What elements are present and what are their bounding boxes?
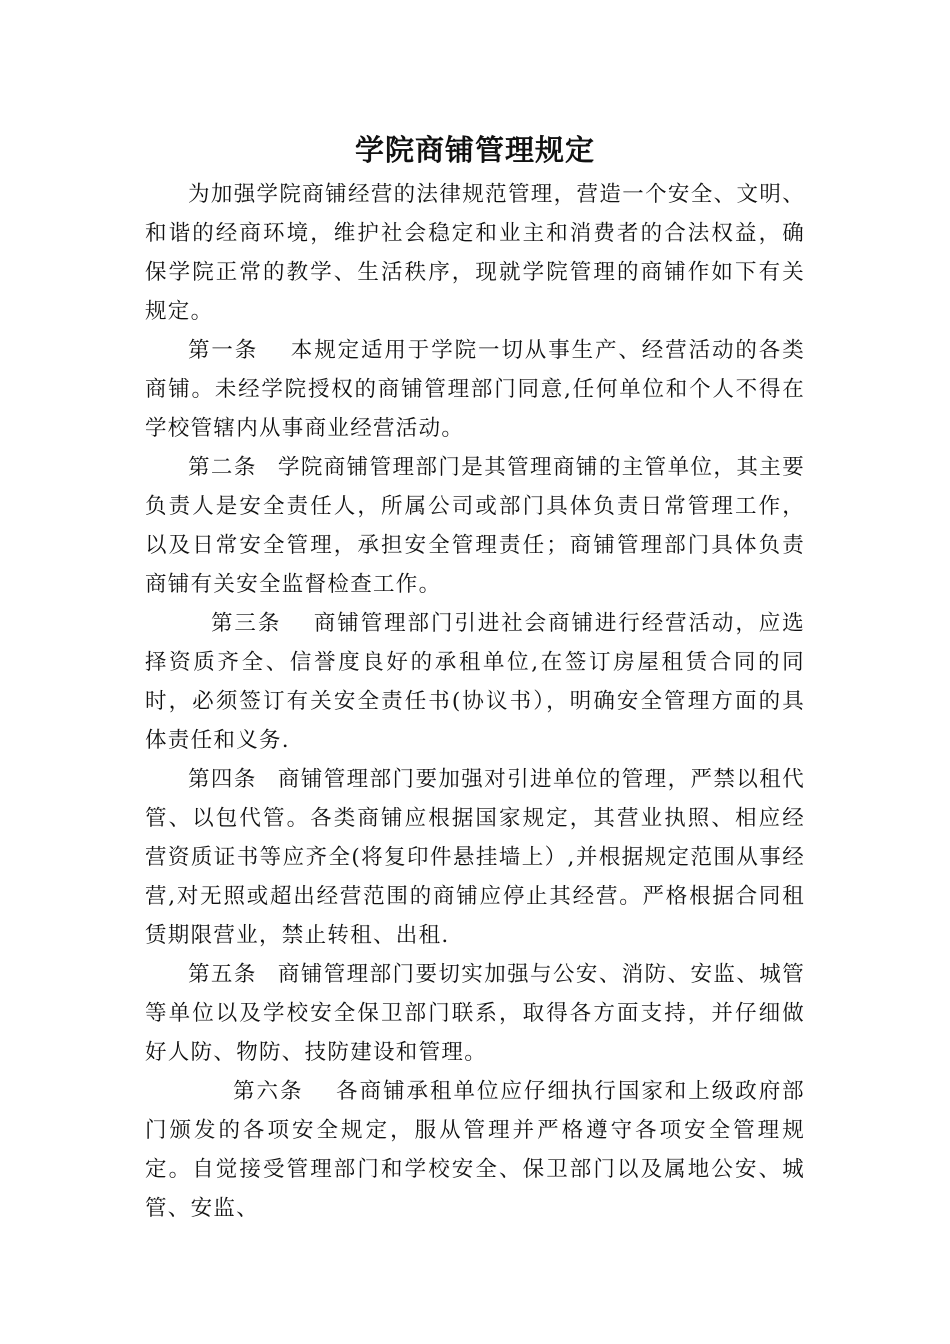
intro-paragraph: 为加强学院商铺经营的法律规范管理，营造一个安全、文明、和谐的经商环境，维护社会稳定和业主和消费者的合法权益，确保学院正常的教学、生活秩序，现就学院管理的商铺作如下有关规定。 (145, 182, 805, 324)
article-2-label: 第二条 (188, 455, 257, 480)
article-1 (145, 331, 805, 448)
document-title: 学院商铺管理规定 (354, 133, 595, 167)
article-4-label: 第四条 (188, 767, 257, 792)
article-1-text: 本规定适用于学院一切从事生产、经营活动的各类商铺。未经学院授权的商铺管理部门同意,任何单位和个人不得在学校管辖内从事商业经营活动。 (145, 338, 805, 441)
article-6-label: 第六条 (233, 1079, 304, 1104)
article-5 (145, 955, 805, 1072)
article-6-text: 各商铺承租单位应仔细执行国家和上级政府部门颁发的各项安全规定，服从管理并严格遵守各项安全管理规定。自觉接受管理部门和学校安全、保卫部门以及属地公安、城管、安监、 (145, 1079, 805, 1221)
article-5-text: 商铺管理部门要切实加强与公安、消防、安监、城管等单位以及学校安全保卫部门联系，取得各方面支持，并仔细做好人防、物防、技防建设和管理。 (145, 962, 806, 1065)
article-6 (145, 1072, 805, 1228)
article-3 (145, 604, 805, 760)
article-3-label: 第三条 (211, 611, 282, 636)
article-3-text: 商铺管理部门引进社会商铺进行经营活动，应选择资质齐全、信誉度良好的承租单位,在签订房屋租赁合同的同时，必须签订有关安全责任书(协议书），明确安全管理方面的具体责任和义务. (145, 611, 805, 753)
article-2-text: 学院商铺管理部门是其管理商铺的主管单位，其主要负责人是安全责任人，所属公司或部门具体负责日常管理工作，以及日常安全管理，承担安全管理责任；商铺管理部门具体负责商铺有关安全监督检查工作。 (145, 455, 806, 597)
article-4 (145, 760, 805, 955)
article-5-label: 第五条 (188, 962, 257, 987)
article-1-label: 第一条 (188, 338, 259, 363)
document-body (145, 175, 805, 1228)
article-4-text: 商铺管理部门要加强对引进单位的管理，严禁以租代管、以包代管。各类商铺应根据国家规定，其营业执照、相应经营资质证书等应齐全(将复印件悬挂墙上）,并根据规定范围从事经营,对无照或超出经营范围的商铺应停止其经营。严格根据合同租赁期限营业，禁止转租、出租. (145, 767, 806, 948)
article-2 (145, 448, 805, 604)
